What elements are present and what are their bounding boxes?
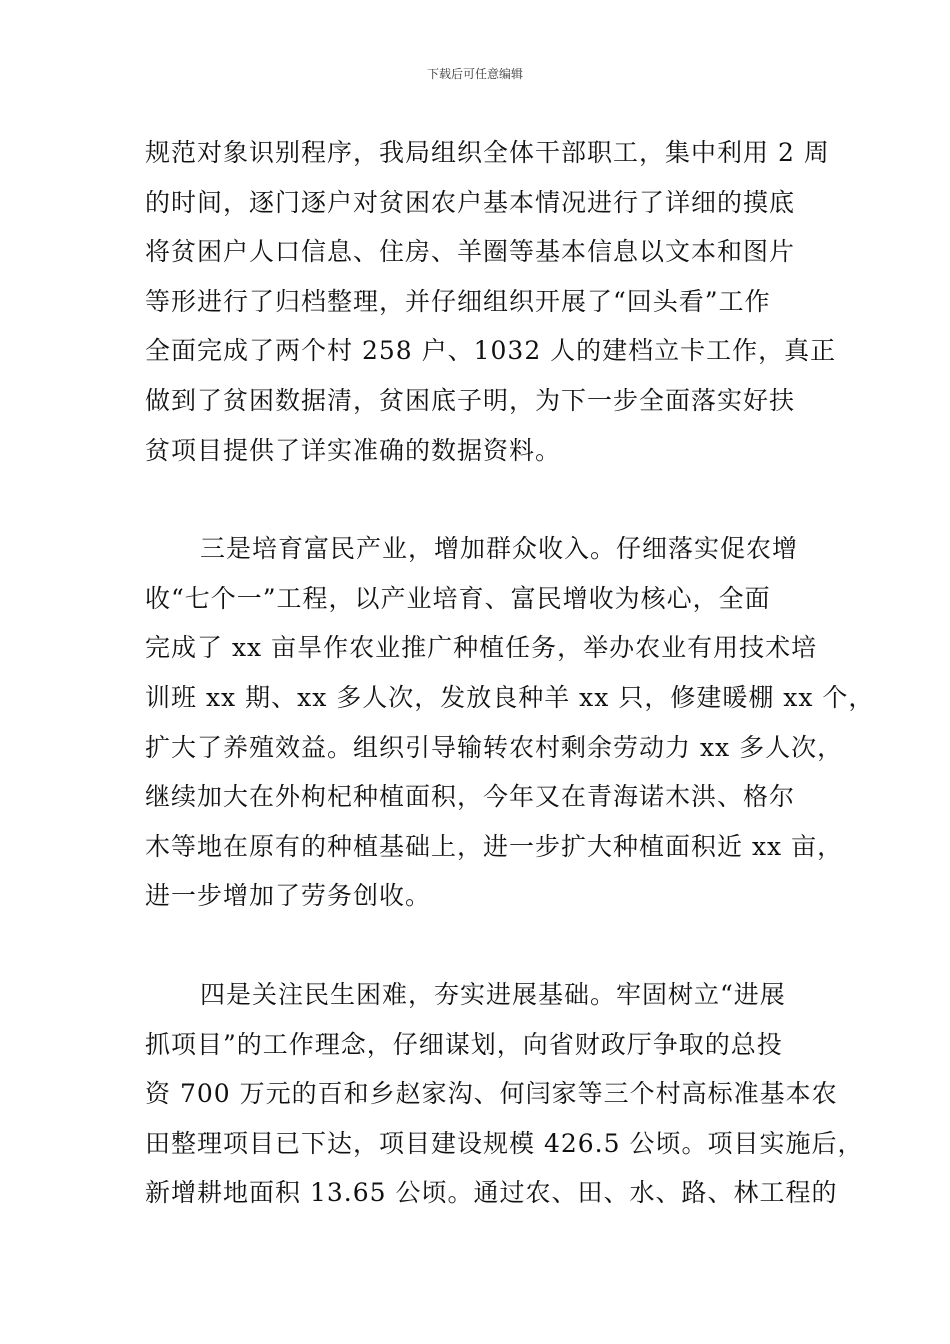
text-line: 规范对象识别程序，我局组织全体干部职工，集中利用 2 周 <box>145 138 830 167</box>
text-line: 的时间，逐门逐户对贫困农户基本情况进行了详细的摸底 <box>145 187 796 217</box>
text-line: 抓项目”的工作理念，仔细谋划，向省财政厅争取的总投 <box>145 1029 783 1059</box>
paragraph-spacer <box>145 475 815 524</box>
text-line: 新增耕地面积 13.65 公顷。通过农、田、水、路、林工程的 <box>145 1178 838 1208</box>
text-line: 等形进行了归档整理，并仔细组织开展了“回头看”工作 <box>145 286 771 316</box>
page-header: 下载后可任意编辑 <box>426 67 523 81</box>
document-body <box>145 128 875 1218</box>
text-line: 全面完成了两个村 258 户、1032 人的建档立卡工作，真正 <box>145 336 837 366</box>
paragraph-identification <box>145 128 837 475</box>
text-line: 继续加大在外枸杞种植面积，今年又在青海诺木洪、格尔 <box>145 782 796 812</box>
text-line: 扩大了养殖效益。组织引导输转农村剩余劳动力 xx 多人次， <box>145 732 844 762</box>
text-line: 四是关注民生困难，夯实进展基础。牢固树立“进展 <box>200 979 786 1009</box>
text-line: 三是培育富民产业，增加群众收入。仔细落实促农增 <box>200 534 799 564</box>
paragraph-spacer <box>145 921 815 970</box>
paragraph-livelihood <box>145 970 864 1218</box>
text-line: 将贫困户人口信息、住房、羊圈等基本信息以文本和图片 <box>145 237 796 267</box>
text-line: 进一步增加了劳务创收。 <box>145 881 432 911</box>
text-line: 木等地在原有的种植基础上，进一步扩大种植面积近 xx 亩， <box>145 831 844 861</box>
text-line: 训班 xx 期、xx 多人次，发放良种羊 xx 只，修建暖棚 xx 个， <box>145 682 875 712</box>
text-line: 做到了贫困数据清，贫困底子明，为下一步全面落实好扶 <box>145 385 796 415</box>
text-line: 完成了 xx 亩旱作农业推广种植任务，举办农业有用技术培 <box>145 633 818 663</box>
text-line: 收“七个一”工程，以产业培育、富民增收为核心，全面 <box>145 583 771 613</box>
text-line: 田整理项目已下达，项目建设规模 426.5 公顷。项目实施后， <box>145 1128 864 1158</box>
text-line: 贫项目提供了详实准确的数据资料。 <box>145 435 562 465</box>
paragraph-industry <box>145 524 875 921</box>
text-line: 资 700 万元的百和乡赵家沟、何闫家等三个村高标准基本农 <box>145 1079 838 1109</box>
